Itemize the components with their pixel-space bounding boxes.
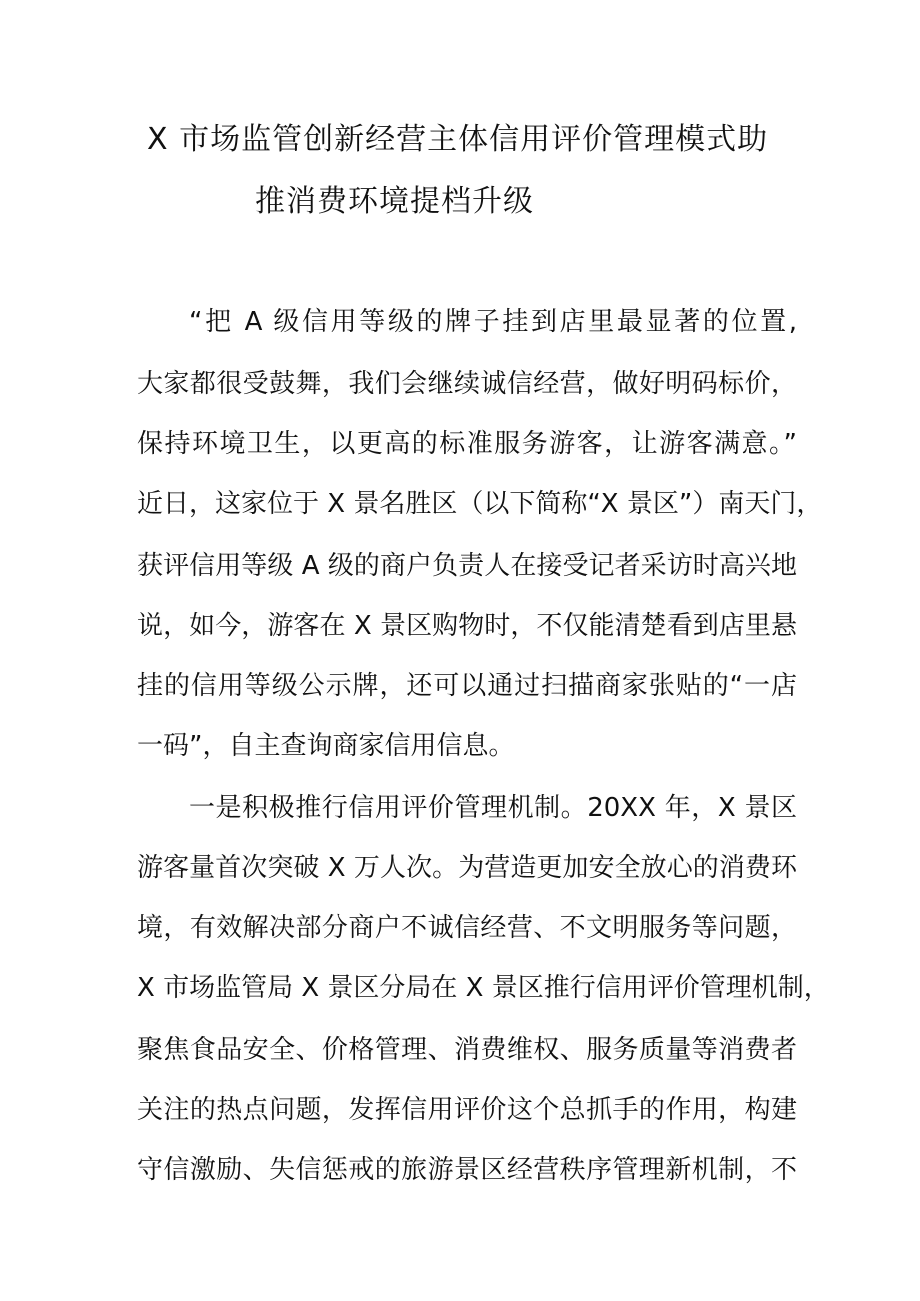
paragraph-line: 守信激励、失信惩戒的旅游景区经营秩序管理新机制，不 (137, 1155, 797, 1185)
paragraph-line: “把 A 级信用等级的牌子挂到店里最显著的位置, (189, 307, 797, 337)
paragraph-line: 保持环境卫生，以更高的标准服务游客，让游客满意。” (137, 429, 797, 459)
paragraph-line: 大家都很受鼓舞，我们会继续诚信经营，做好明码标价， (137, 369, 797, 399)
paragraph-line: 关注的热点问题，发挥信用评价这个总抓手的作用，构建 (137, 1095, 797, 1125)
paragraph-line: 近日，这家位于 X 景名胜区（以下简称“X 景区”）南天门， (137, 489, 823, 519)
paragraph-line: 游客量首次突破 X 万人次。为营造更加安全放心的消费环 (137, 853, 797, 883)
paragraph-line: 挂的信用等级公示牌，还可以通过扫描商家张贴的“一店 (137, 671, 797, 701)
paragraph-line: X 市场监管局 X 景区分局在 X 景区推行信用评价管理机制， (137, 973, 830, 1003)
paragraph-line: 说，如今，游客在 X 景区购物时，不仅能清楚看到店里悬 (137, 611, 797, 641)
paragraph-line: 境，有效解决部分商户不诚信经营、不文明服务等问题， (137, 913, 797, 943)
paragraph-line: 一码”，自主查询商家信用信息。 (137, 731, 515, 761)
paragraph-line: 获评信用等级 A 级的商户负责人在接受记者采访时高兴地 (137, 551, 797, 581)
paragraph-line: 一是积极推行信用评价管理机制。20XX 年，X 景区 (189, 793, 797, 823)
document-title-line-1: X 市场监管创新经营主体信用评价管理模式助 (147, 122, 769, 157)
document-title-line-2: 推消费环境提档升级 (255, 184, 534, 219)
paragraph-line: 聚焦食品安全、价格管理、消费维权、服务质量等消费者 (137, 1035, 797, 1065)
